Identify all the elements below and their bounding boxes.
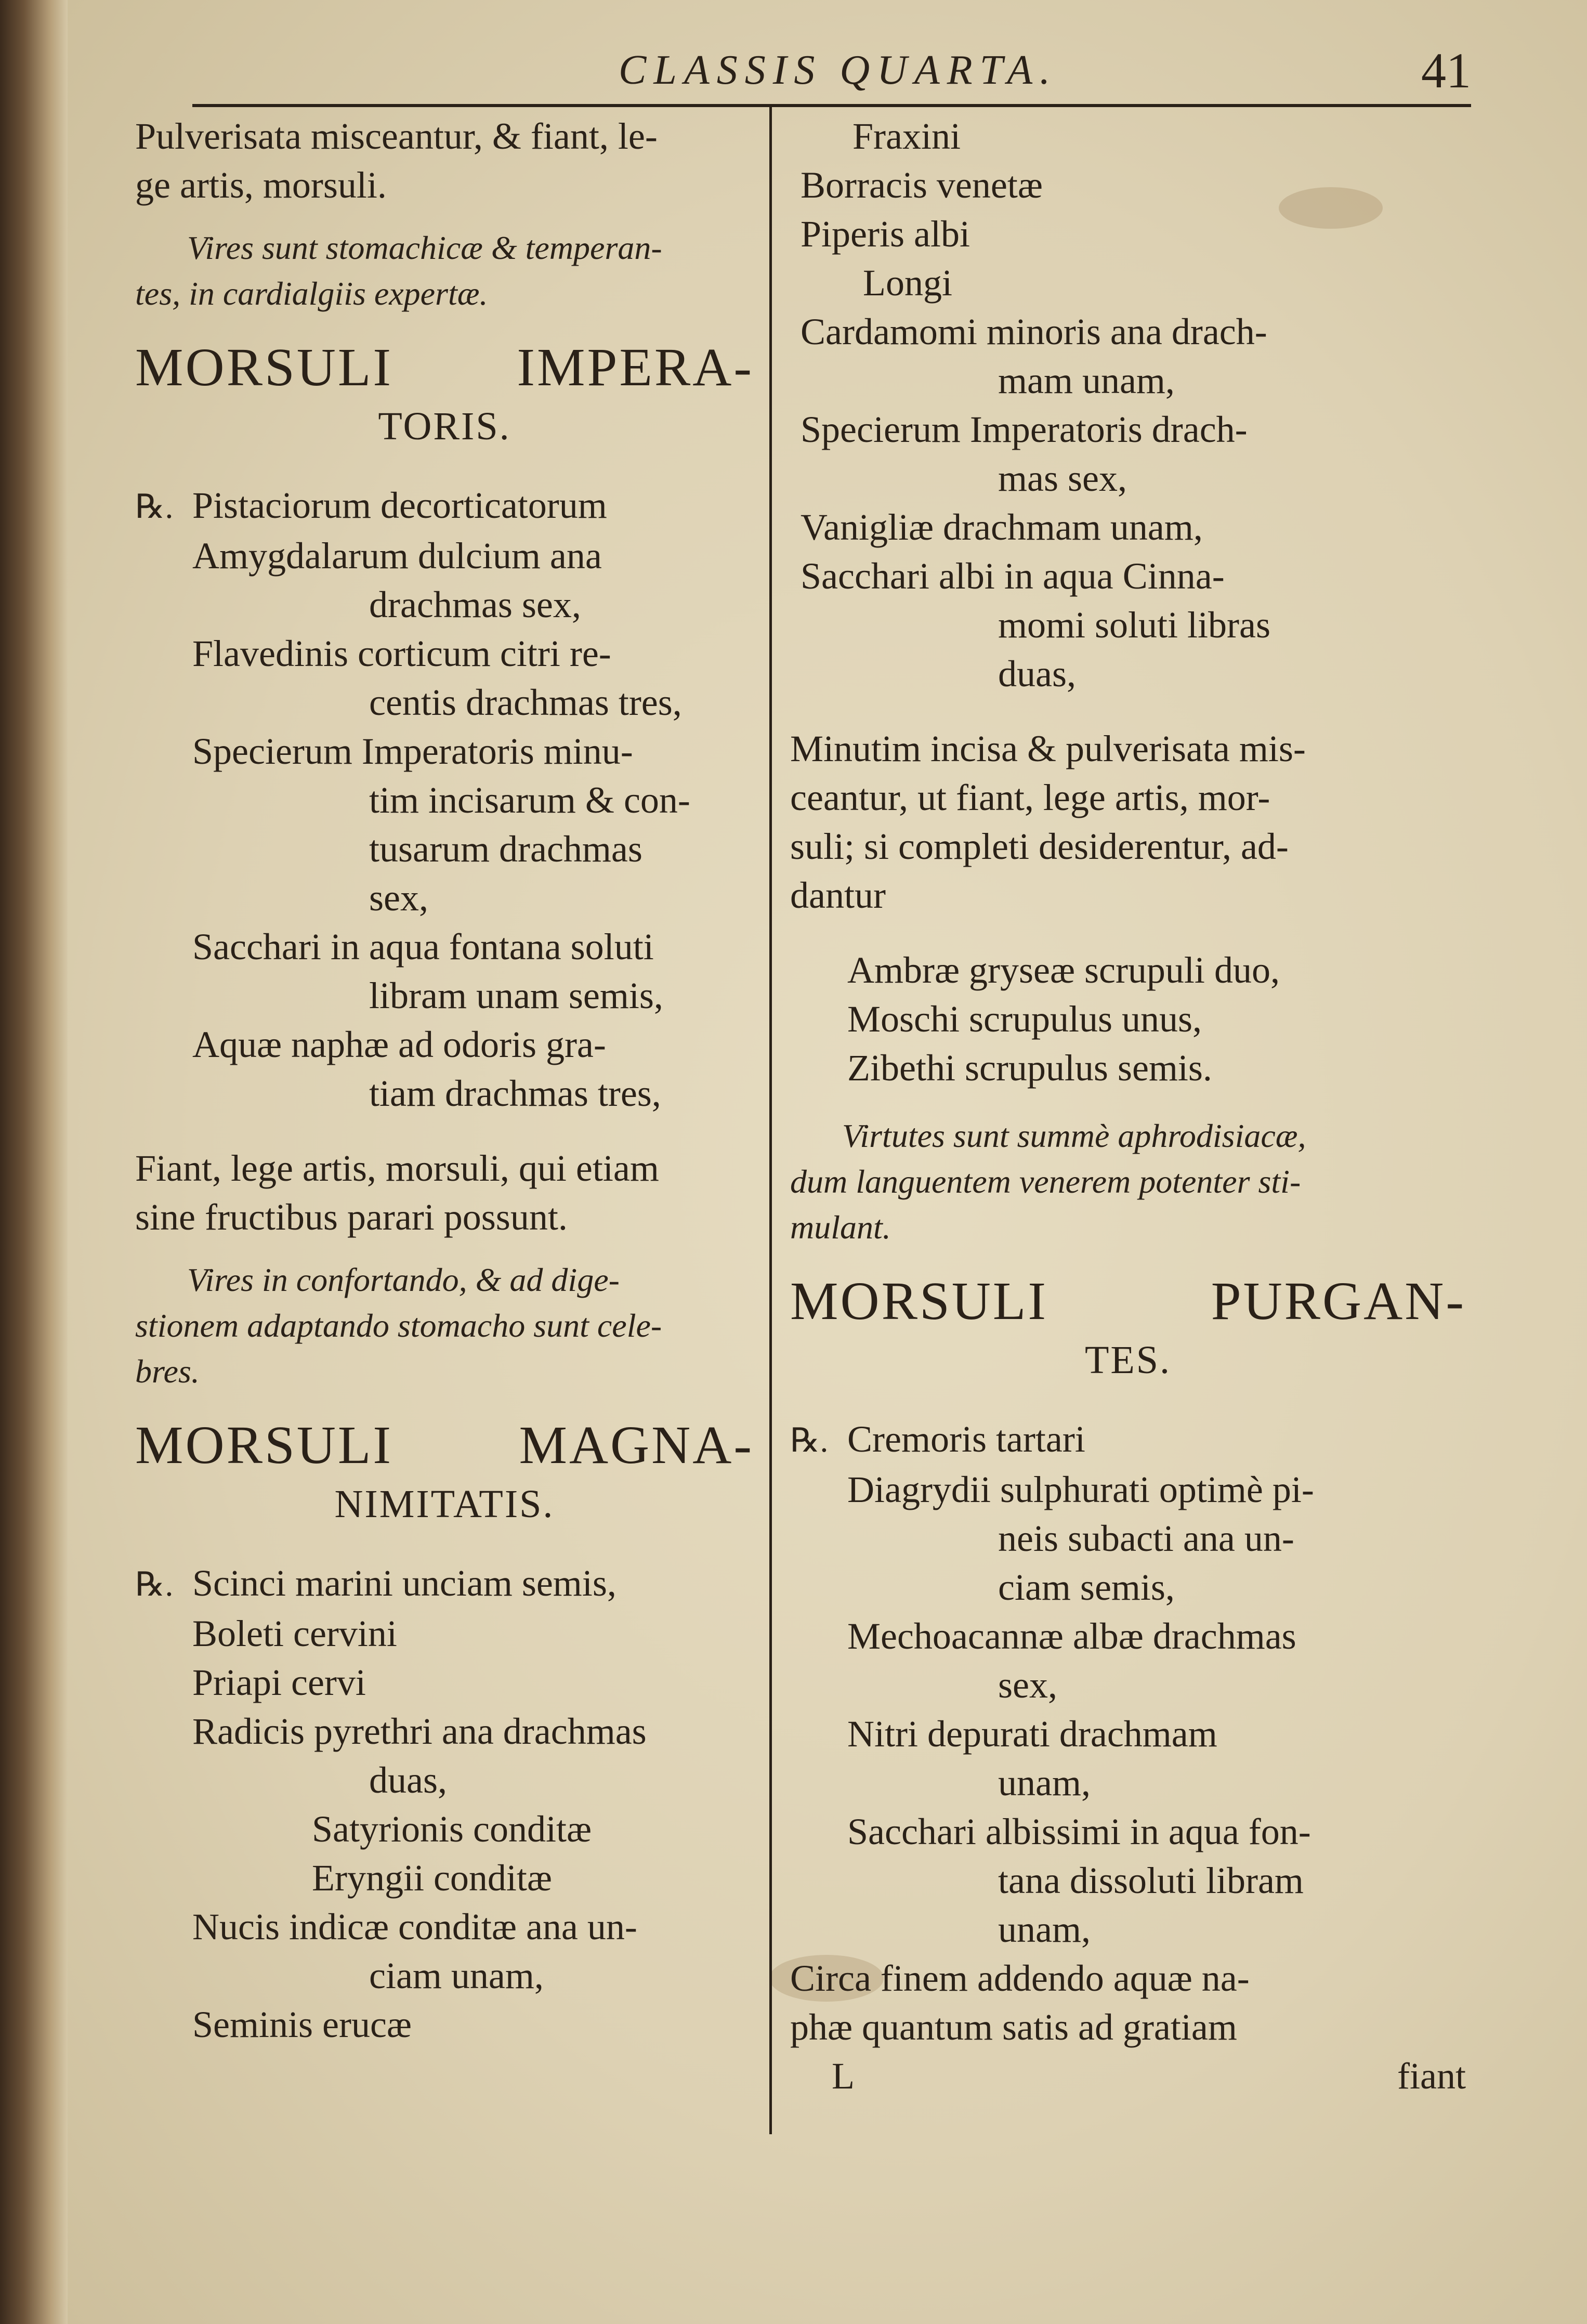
section-heading-cont: TORIS. [378,404,511,448]
footer-line [790,2052,1466,2100]
text-line: stionem adaptando stomacho sunt cele- [135,1307,662,1344]
recipe-symbol: ℞. [135,488,174,525]
ingredient: Priapi cervi [192,1662,366,1703]
text-line: tes, in cardialgiis expertæ. [135,275,488,312]
ingredient: Sacchari albissimi in aqua fon- [847,1811,1311,1852]
ingredient-cont: tim incisarum & con- [369,779,690,821]
signature-mark: L [832,2055,855,2097]
ingredient-cont: drachmas sex, [369,584,581,625]
ingredient: Nucis indicæ conditæ ana un- [192,1906,637,1948]
page-number: 41 [1421,43,1471,98]
ingredient: Zibethi scrupulus semis. [847,1047,1212,1089]
text-line: dum languentem venerem potenter sti- [790,1163,1301,1200]
text-line: suli; si completi desiderentur, ad- [790,826,1289,867]
ingredient: Piperis albi [801,213,970,255]
ingredient [790,1415,1466,1465]
ingredient-cont: neis subacti ana un- [998,1518,1294,1559]
virtues-note [135,225,754,317]
ingredient [135,1559,754,1609]
ingredient: Aquæ naphæ ad odoris gra- [192,1024,606,1065]
ingredient-cont: centis drachmas tres, [369,682,682,723]
text-line: Cremoris tartari [847,1418,1085,1460]
recipe-symbol: ℞. [790,1422,829,1459]
catchword: fiant [1397,2055,1466,2097]
header-rule [192,104,1471,107]
ingredient-cont: tiam drachmas tres, [369,1073,661,1114]
column-divider [769,107,772,2134]
ingredient: Satyrionis conditæ [312,1808,592,1850]
text-line: Vires sunt stomachicæ & temperan- [187,229,662,266]
text-line: ceantur, ut fiant, lege artis, mor- [790,777,1270,818]
text-line: sine fructibus parari possunt. [135,1196,568,1238]
section-heading-cont: TES. [1084,1338,1172,1382]
text-line: Scinci marini unciam semis, [192,1562,617,1604]
ingredient-cont: libram unam semis, [369,975,663,1016]
ingredient-cont: sex, [998,1664,1057,1706]
ingredient: Boleti cervini [192,1613,397,1654]
text-line: mulant. [790,1209,891,1246]
ingredient-cont: unam, [998,1909,1091,1950]
ingredient-cont: duas, [998,653,1076,695]
section-heading: MORSULI PURGAN- [790,1271,1466,1331]
ingredient: Amygdalarum dulcium ana [192,535,602,577]
text-line: dantur [790,874,886,916]
ingredient: Seminis erucæ [192,2004,412,2045]
ingredient: Diagrydii sulphurati optimè pi- [847,1469,1314,1510]
ingredient: Mechoacannæ albæ drachmas [847,1615,1296,1657]
ingredient-cont: duas, [369,1759,447,1801]
page-header [546,42,1481,104]
ingredient-cont: tusarum drachmas [369,828,642,870]
ingredient: Longi [863,262,952,304]
ingredient: Ambræ gryseæ scrupuli duo, [847,949,1280,991]
ingredient: Nitri depurati drachmam [847,1713,1217,1755]
ingredient: Specierum Imperatoris drach- [801,409,1248,450]
ingredient: Borracis venetæ [801,164,1043,206]
ingredient: Cardamomi minoris ana drach- [801,311,1267,352]
text-line: Virtutes sunt summè aphrodisiacæ, [842,1117,1306,1154]
recipe-symbol: ℞. [135,1566,174,1603]
text-line: Vires in confortando, & ad dige- [187,1261,620,1298]
virtues-note [135,1257,754,1394]
ingredient: Eryngii conditæ [312,1857,552,1899]
ingredient-cont: unam, [998,1762,1091,1804]
ingredient-cont: momi soluti libras [998,604,1271,646]
running-head: CLASSIS QUARTA. [619,47,1058,93]
ingredient: Specierum Imperatoris minu- [192,730,633,772]
text-line: bres. [135,1353,200,1390]
left-column [135,112,754,2049]
section-heading: MORSULI MAGNA- [135,1415,754,1475]
ingredient: Radicis pyrethri ana drachmas [192,1711,647,1752]
ingredient: Vanigliæ drachmam unam, [801,506,1203,548]
ingredient-cont: tana dissoluti libram [998,1860,1304,1901]
ingredient: Fraxini [852,115,961,157]
ingredient: Moschi scrupulus unus, [847,998,1202,1040]
ingredient-cont: mam unam, [998,360,1175,401]
ingredient: Sacchari in aqua fontana soluti [192,926,654,968]
section-heading-cont: NIMITATIS. [334,1482,555,1526]
text-line: Circa finem addendo aquæ na- [790,1957,1250,1999]
text-line: Pistaciorum decorticatorum [192,485,607,526]
text-line: Minutim incisa & pulverisata mis- [790,728,1306,769]
text-line: Pulverisata misceantur, & fiant, le- [135,115,658,157]
right-column [790,112,1466,2100]
virtues-note [790,1113,1466,1250]
text-line: ge artis, morsuli. [135,164,387,206]
ingredient-cont: sex, [369,877,428,919]
book-spine [0,0,68,2324]
text-line: Fiant, lege artis, morsuli, qui etiam [135,1147,659,1189]
ingredient [135,481,754,531]
ingredient-cont: ciam unam, [369,1955,544,1996]
ingredient-cont: mas sex, [998,458,1127,499]
ingredient-cont: ciam semis, [998,1566,1175,1608]
section-heading: MORSULI IMPERA- [135,337,754,397]
ingredient: Sacchari albi in aqua Cinna- [801,555,1225,597]
ingredient: Flavedinis corticum citri re- [192,633,611,674]
text-line: phæ quantum satis ad gratiam [790,2006,1237,2048]
